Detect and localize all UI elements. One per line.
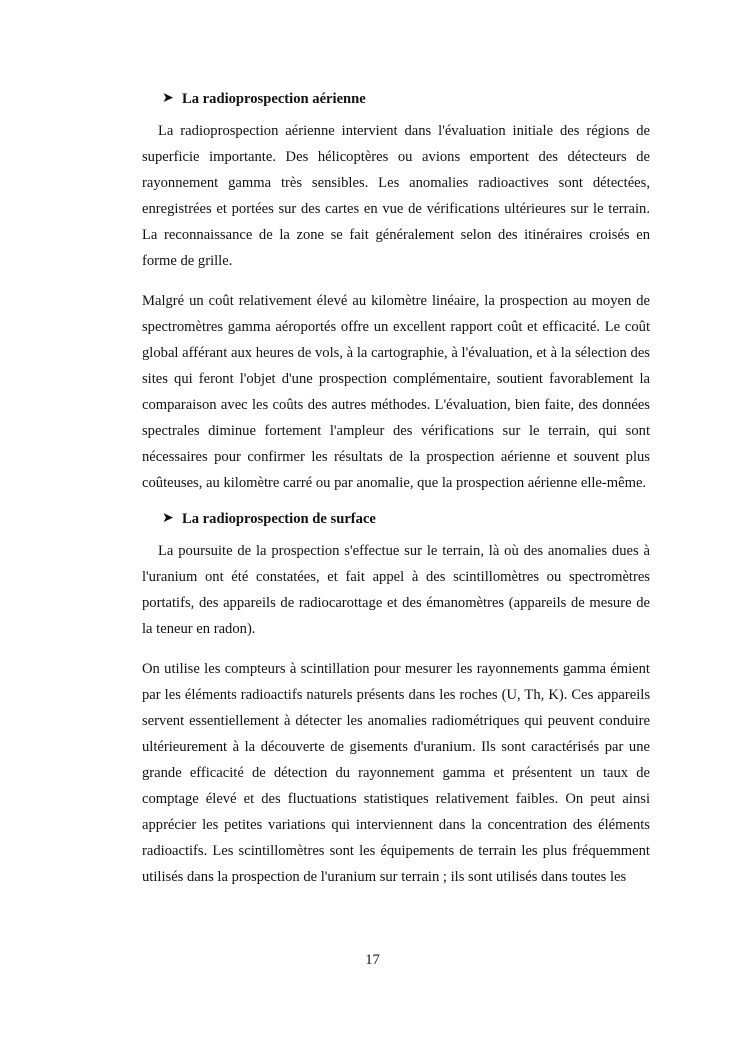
section-heading-surface	[142, 506, 650, 532]
section-heading-text: La radioprospection aérienne	[182, 91, 366, 107]
section-heading-text: La radioprospection de surface	[182, 511, 376, 527]
paragraph: La radioprospection aérienne intervient dans l'évaluation initiale des régions de superficie importante. Des hélicoptères ou avions emportent des détecteurs de rayonnement gamma très sensibles. Les anomalies radioactives sont détectées, enregistrées et portées sur des cartes en vue de vérifications ultérieures sur le terrain. La reconnaissance de la zone se fait généralement selon des itinéraires croisés en forme de grille.	[142, 123, 650, 269]
page-number: 17	[365, 952, 380, 968]
paragraph: Malgré un coût relativement élevé au kilomètre linéaire, la prospection au moyen de spectromètres gamma aéroportés offre un excellent rapport coût et efficacité. Le coût global afférant aux heures de vols, à la cartographie, à l'évaluation, et à la sélection des sites qui feront l'objet d'une prospection complémentaire, soutient favorablement la comparaison avec les coûts des autres méthodes. L'évaluation, bien faite, des données spectrales diminue fortement l'ampleur des vérifications sur le terrain, qui sont nécessaires pour confirmer les résultats de la prospection aérienne et souvent plus coûteuses, au kilomètre carré ou par anomalie, que la prospection aérienne elle-même.	[142, 293, 650, 491]
arrowhead-bullet-icon: ➤	[162, 91, 174, 106]
paragraph: La poursuite de la prospection s'effectue sur le terrain, là où des anomalies dues à l'uranium ont été constatées, et fait appel à des scintillomètres ou spectromètres portatifs, des appareils de radiocarottage et des émanomètres (appareils de mesure de la teneur en radon).	[142, 543, 650, 637]
paragraph: On utilise les compteurs à scintillation pour mesurer les rayonnements gamma émient par les éléments radioactifs naturels présents dans les roches (U, Th, K). Ces appareils servent essentiellement à détecter les anomalies radiométriques qui peuvent conduire ultérieurement à la découverte de gisements d'uranium. Ils sont caractérisés par une grande efficacité de détection du rayonnement gamma et présentent un taux de comptage élevé et des fluctuations statistiques relativement faibles. On peut ainsi apprécier les petites variations qui interviennent dans la concentration des éléments radioactifs. Les scintillomètres sont les équipements de terrain les plus fréquemment utilisés dans la prospection de l'uranium sur terrain ; ils sont utilisés dans toutes les	[142, 661, 650, 885]
arrowhead-bullet-icon: ➤	[162, 511, 174, 526]
page-body	[142, 86, 650, 890]
section-heading-aerial	[142, 86, 650, 112]
